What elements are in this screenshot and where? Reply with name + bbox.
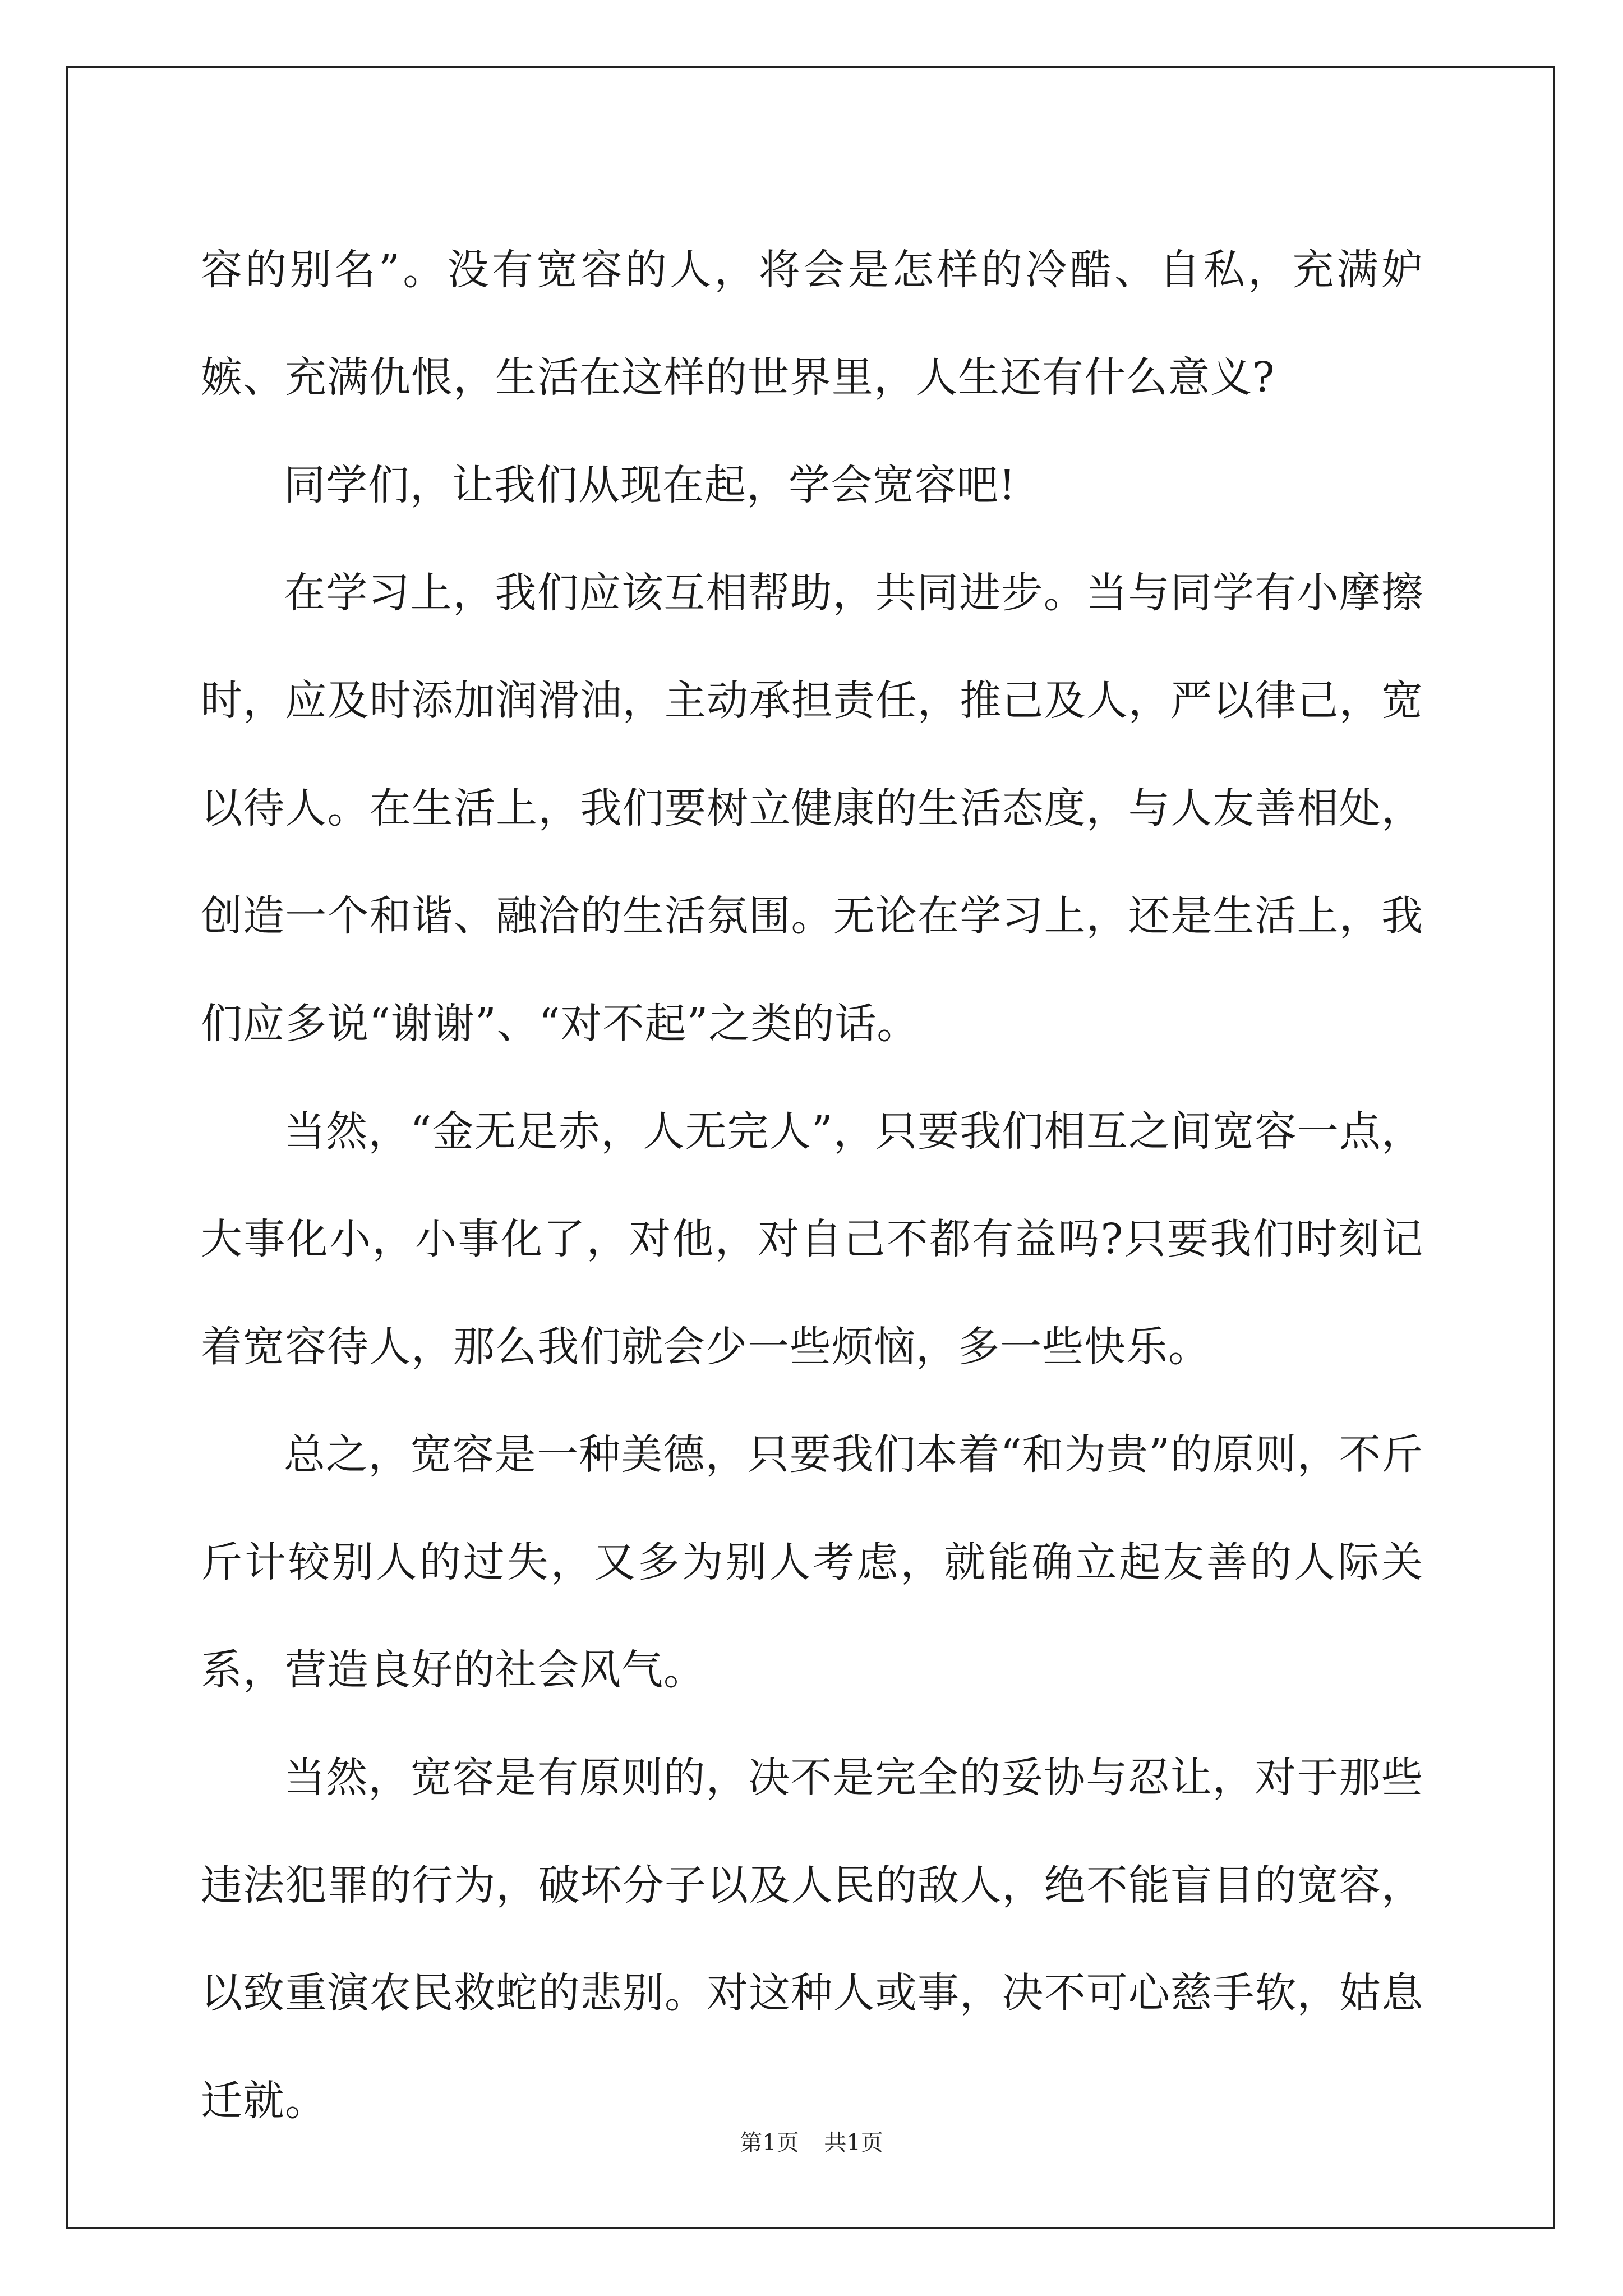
page-total: 共1页 bbox=[824, 2130, 883, 2156]
paragraph-6: 当然，宽容是有原则的，决不是完全的妥协与忍让，对于那些违法犯罪的行为，破坏分子以及人民的敌人，绝不能盲目的宽容，以致重演农民救蛇的悲别。对这种人或事，决不可心慈手软，姑息迁就。 bbox=[201, 1754, 1423, 2125]
paragraph-3: 在学习上，我们应该互相帮助，共同进步。当与同学有小摩擦时，应及时添加润滑油，主动承担责任，推己及人，严以律己，宽以待人。在生活上，我们要树立健康的生活态度，与人友善相处，创造一个和谐、融洽的生活氛围。无论在学习上，还是生活上，我们应多说“谢谢”、“对不起”之类的话。 bbox=[201, 569, 1423, 1048]
document-body bbox=[201, 216, 1423, 2155]
page-footer bbox=[0, 2126, 1623, 2160]
paragraph-4: 当然，“金无足赤，人无完人”，只要我们相互之间宽容一点，大事化小，小事化了，对他，对自己不都有益吗?只要我们时刻记着宽容待人，那么我们就会少一些烦恼，多一些快乐。 bbox=[201, 1107, 1423, 1371]
page-number: 第1页 bbox=[740, 2130, 799, 2156]
paragraph-2: 同学们，让我们从现在起，学会宽容吧! bbox=[284, 461, 1016, 509]
paragraph-1: 容的别名”。没有宽容的人，将会是怎样的冷酷、自私，充满妒嫉、充满仇恨，生活在这样的世界里，人生还有什么意义? bbox=[201, 246, 1423, 402]
paragraph-5: 总之，宽容是一种美德，只要我们本着“和为贵”的原则，不斤斤计较别人的过失，又多为别人考虑，就能确立起友善的人际关系，营造良好的社会风气。 bbox=[201, 1430, 1423, 1694]
